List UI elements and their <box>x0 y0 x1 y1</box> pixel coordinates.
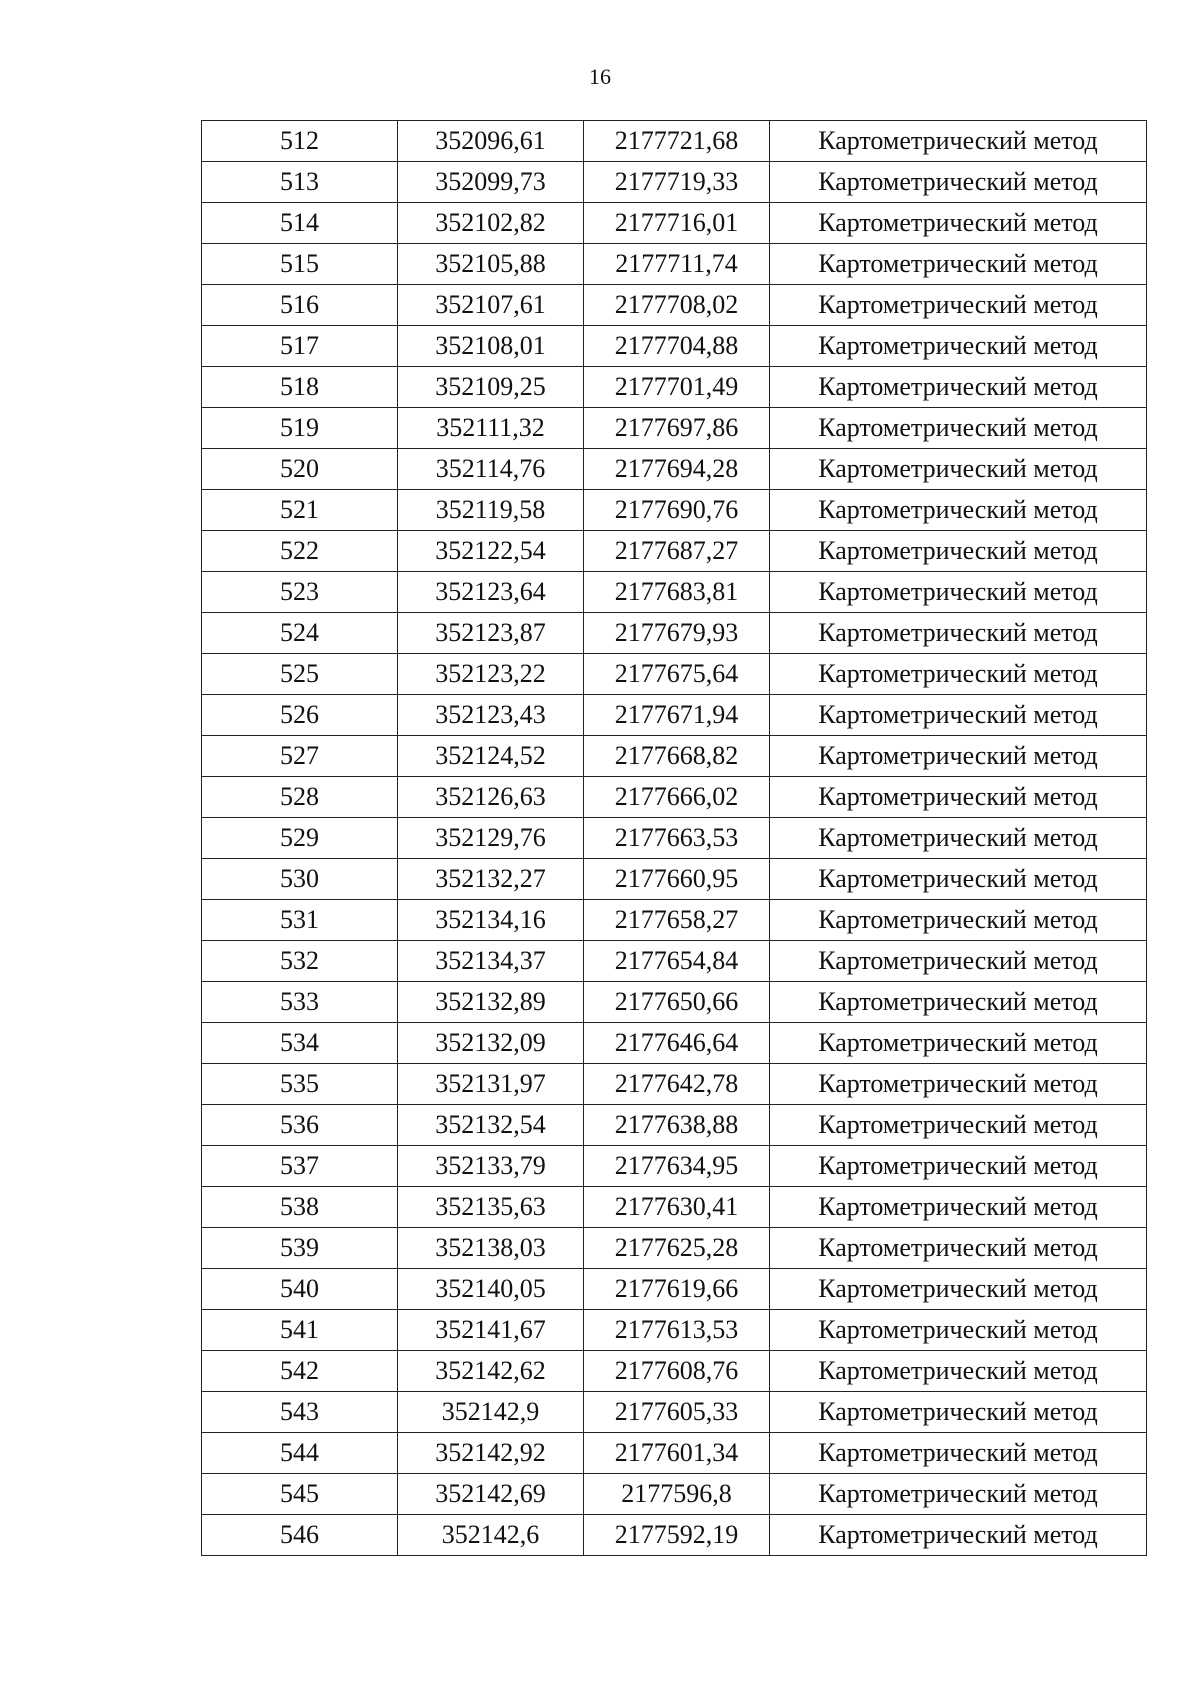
coordinates-table-body <box>202 121 1147 1556</box>
y-coordinate-cell: 2177721,68 <box>584 121 770 162</box>
method-cell: Картометрический метод <box>770 1228 1147 1269</box>
point-number-cell: 522 <box>202 531 398 572</box>
y-coordinate-cell: 2177638,88 <box>584 1105 770 1146</box>
table-row <box>202 1269 1147 1310</box>
table-row <box>202 1228 1147 1269</box>
method-cell: Картометрический метод <box>770 572 1147 613</box>
point-number-cell: 512 <box>202 121 398 162</box>
y-coordinate-cell: 2177646,64 <box>584 1023 770 1064</box>
y-coordinate-cell: 2177605,33 <box>584 1392 770 1433</box>
method-cell: Картометрический метод <box>770 613 1147 654</box>
x-coordinate-cell: 352132,54 <box>398 1105 584 1146</box>
method-cell: Картометрический метод <box>770 490 1147 531</box>
table-row <box>202 121 1147 162</box>
y-coordinate-cell: 2177634,95 <box>584 1146 770 1187</box>
point-number-cell: 546 <box>202 1515 398 1556</box>
table-row <box>202 736 1147 777</box>
x-coordinate-cell: 352142,62 <box>398 1351 584 1392</box>
table-row <box>202 900 1147 941</box>
point-number-cell: 530 <box>202 859 398 900</box>
table-row <box>202 244 1147 285</box>
x-coordinate-cell: 352141,67 <box>398 1310 584 1351</box>
method-cell: Картометрический метод <box>770 203 1147 244</box>
method-cell: Картометрический метод <box>770 982 1147 1023</box>
method-cell: Картометрический метод <box>770 121 1147 162</box>
table-row <box>202 1433 1147 1474</box>
method-cell: Картометрический метод <box>770 859 1147 900</box>
point-number-cell: 532 <box>202 941 398 982</box>
x-coordinate-cell: 352132,27 <box>398 859 584 900</box>
x-coordinate-cell: 352134,16 <box>398 900 584 941</box>
y-coordinate-cell: 2177625,28 <box>584 1228 770 1269</box>
method-cell: Картометрический метод <box>770 285 1147 326</box>
x-coordinate-cell: 352142,69 <box>398 1474 584 1515</box>
y-coordinate-cell: 2177697,86 <box>584 408 770 449</box>
point-number-cell: 517 <box>202 326 398 367</box>
method-cell: Картометрический метод <box>770 367 1147 408</box>
x-coordinate-cell: 352133,79 <box>398 1146 584 1187</box>
table-row <box>202 367 1147 408</box>
table-row <box>202 1515 1147 1556</box>
method-cell: Картометрический метод <box>770 408 1147 449</box>
point-number-cell: 536 <box>202 1105 398 1146</box>
table-row <box>202 1146 1147 1187</box>
x-coordinate-cell: 352140,05 <box>398 1269 584 1310</box>
point-number-cell: 528 <box>202 777 398 818</box>
table-row <box>202 572 1147 613</box>
y-coordinate-cell: 2177642,78 <box>584 1064 770 1105</box>
x-coordinate-cell: 352107,61 <box>398 285 584 326</box>
y-coordinate-cell: 2177683,81 <box>584 572 770 613</box>
y-coordinate-cell: 2177663,53 <box>584 818 770 859</box>
table-row <box>202 408 1147 449</box>
x-coordinate-cell: 352123,64 <box>398 572 584 613</box>
point-number-cell: 514 <box>202 203 398 244</box>
method-cell: Картометрический метод <box>770 1392 1147 1433</box>
point-number-cell: 544 <box>202 1433 398 1474</box>
x-coordinate-cell: 352114,76 <box>398 449 584 490</box>
method-cell: Картометрический метод <box>770 818 1147 859</box>
x-coordinate-cell: 352135,63 <box>398 1187 584 1228</box>
table-row <box>202 859 1147 900</box>
point-number-cell: 529 <box>202 818 398 859</box>
x-coordinate-cell: 352123,22 <box>398 654 584 695</box>
point-number-cell: 521 <box>202 490 398 531</box>
method-cell: Картометрический метод <box>770 1269 1147 1310</box>
y-coordinate-cell: 2177668,82 <box>584 736 770 777</box>
x-coordinate-cell: 352124,52 <box>398 736 584 777</box>
table-row <box>202 1310 1147 1351</box>
y-coordinate-cell: 2177658,27 <box>584 900 770 941</box>
table-row <box>202 1351 1147 1392</box>
y-coordinate-cell: 2177660,95 <box>584 859 770 900</box>
y-coordinate-cell: 2177650,66 <box>584 982 770 1023</box>
point-number-cell: 525 <box>202 654 398 695</box>
x-coordinate-cell: 352099,73 <box>398 162 584 203</box>
point-number-cell: 515 <box>202 244 398 285</box>
point-number-cell: 523 <box>202 572 398 613</box>
method-cell: Картометрический метод <box>770 1023 1147 1064</box>
point-number-cell: 513 <box>202 162 398 203</box>
method-cell: Картометрический метод <box>770 695 1147 736</box>
table-row <box>202 1392 1147 1433</box>
x-coordinate-cell: 352129,76 <box>398 818 584 859</box>
point-number-cell: 540 <box>202 1269 398 1310</box>
table-row <box>202 531 1147 572</box>
table-row <box>202 1105 1147 1146</box>
x-coordinate-cell: 352096,61 <box>398 121 584 162</box>
y-coordinate-cell: 2177619,66 <box>584 1269 770 1310</box>
table-row <box>202 818 1147 859</box>
x-coordinate-cell: 352108,01 <box>398 326 584 367</box>
method-cell: Картометрический метод <box>770 326 1147 367</box>
method-cell: Картометрический метод <box>770 736 1147 777</box>
point-number-cell: 516 <box>202 285 398 326</box>
x-coordinate-cell: 352132,09 <box>398 1023 584 1064</box>
y-coordinate-cell: 2177694,28 <box>584 449 770 490</box>
point-number-cell: 526 <box>202 695 398 736</box>
method-cell: Картометрический метод <box>770 162 1147 203</box>
method-cell: Картометрический метод <box>770 1433 1147 1474</box>
table-row <box>202 695 1147 736</box>
y-coordinate-cell: 2177601,34 <box>584 1433 770 1474</box>
table-row <box>202 1023 1147 1064</box>
y-coordinate-cell: 2177719,33 <box>584 162 770 203</box>
x-coordinate-cell: 352142,92 <box>398 1433 584 1474</box>
table-row <box>202 613 1147 654</box>
x-coordinate-cell: 352105,88 <box>398 244 584 285</box>
x-coordinate-cell: 352126,63 <box>398 777 584 818</box>
x-coordinate-cell: 352102,82 <box>398 203 584 244</box>
method-cell: Картометрический метод <box>770 900 1147 941</box>
page-number: 16 <box>589 64 611 89</box>
x-coordinate-cell: 352111,32 <box>398 408 584 449</box>
table-row <box>202 162 1147 203</box>
method-cell: Картометрический метод <box>770 941 1147 982</box>
method-cell: Картометрический метод <box>770 244 1147 285</box>
y-coordinate-cell: 2177690,76 <box>584 490 770 531</box>
y-coordinate-cell: 2177701,49 <box>584 367 770 408</box>
point-number-cell: 527 <box>202 736 398 777</box>
table-row <box>202 285 1147 326</box>
coordinates-table <box>201 120 1147 1556</box>
y-coordinate-cell: 2177716,01 <box>584 203 770 244</box>
method-cell: Картометрический метод <box>770 1187 1147 1228</box>
x-coordinate-cell: 352123,43 <box>398 695 584 736</box>
method-cell: Картометрический метод <box>770 449 1147 490</box>
x-coordinate-cell: 352142,9 <box>398 1392 584 1433</box>
x-coordinate-cell: 352122,54 <box>398 531 584 572</box>
method-cell: Картометрический метод <box>770 654 1147 695</box>
point-number-cell: 543 <box>202 1392 398 1433</box>
y-coordinate-cell: 2177679,93 <box>584 613 770 654</box>
y-coordinate-cell: 2177608,76 <box>584 1351 770 1392</box>
point-number-cell: 524 <box>202 613 398 654</box>
y-coordinate-cell: 2177596,8 <box>584 1474 770 1515</box>
x-coordinate-cell: 352119,58 <box>398 490 584 531</box>
table-row <box>202 1064 1147 1105</box>
point-number-cell: 531 <box>202 900 398 941</box>
table-row <box>202 490 1147 531</box>
point-number-cell: 545 <box>202 1474 398 1515</box>
point-number-cell: 535 <box>202 1064 398 1105</box>
method-cell: Картометрический метод <box>770 1351 1147 1392</box>
method-cell: Картометрический метод <box>770 1515 1147 1556</box>
y-coordinate-cell: 2177592,19 <box>584 1515 770 1556</box>
x-coordinate-cell: 352123,87 <box>398 613 584 654</box>
y-coordinate-cell: 2177666,02 <box>584 777 770 818</box>
point-number-cell: 518 <box>202 367 398 408</box>
y-coordinate-cell: 2177613,53 <box>584 1310 770 1351</box>
x-coordinate-cell: 352142,6 <box>398 1515 584 1556</box>
x-coordinate-cell: 352109,25 <box>398 367 584 408</box>
method-cell: Картометрический метод <box>770 1474 1147 1515</box>
method-cell: Картометрический метод <box>770 1310 1147 1351</box>
x-coordinate-cell: 352138,03 <box>398 1228 584 1269</box>
table-row <box>202 654 1147 695</box>
y-coordinate-cell: 2177711,74 <box>584 244 770 285</box>
point-number-cell: 520 <box>202 449 398 490</box>
y-coordinate-cell: 2177630,41 <box>584 1187 770 1228</box>
point-number-cell: 542 <box>202 1351 398 1392</box>
y-coordinate-cell: 2177687,27 <box>584 531 770 572</box>
x-coordinate-cell: 352134,37 <box>398 941 584 982</box>
table-row <box>202 777 1147 818</box>
method-cell: Картометрический метод <box>770 1064 1147 1105</box>
method-cell: Картометрический метод <box>770 777 1147 818</box>
y-coordinate-cell: 2177708,02 <box>584 285 770 326</box>
table-row <box>202 941 1147 982</box>
method-cell: Картометрический метод <box>770 1105 1147 1146</box>
y-coordinate-cell: 2177671,94 <box>584 695 770 736</box>
point-number-cell: 519 <box>202 408 398 449</box>
y-coordinate-cell: 2177704,88 <box>584 326 770 367</box>
table-row <box>202 1187 1147 1228</box>
table-row <box>202 1474 1147 1515</box>
y-coordinate-cell: 2177654,84 <box>584 941 770 982</box>
point-number-cell: 533 <box>202 982 398 1023</box>
x-coordinate-cell: 352131,97 <box>398 1064 584 1105</box>
table-row <box>202 326 1147 367</box>
table-row <box>202 449 1147 490</box>
point-number-cell: 534 <box>202 1023 398 1064</box>
point-number-cell: 538 <box>202 1187 398 1228</box>
table-row <box>202 203 1147 244</box>
point-number-cell: 541 <box>202 1310 398 1351</box>
table-row <box>202 982 1147 1023</box>
point-number-cell: 539 <box>202 1228 398 1269</box>
x-coordinate-cell: 352132,89 <box>398 982 584 1023</box>
y-coordinate-cell: 2177675,64 <box>584 654 770 695</box>
method-cell: Картометрический метод <box>770 1146 1147 1187</box>
method-cell: Картометрический метод <box>770 531 1147 572</box>
point-number-cell: 537 <box>202 1146 398 1187</box>
